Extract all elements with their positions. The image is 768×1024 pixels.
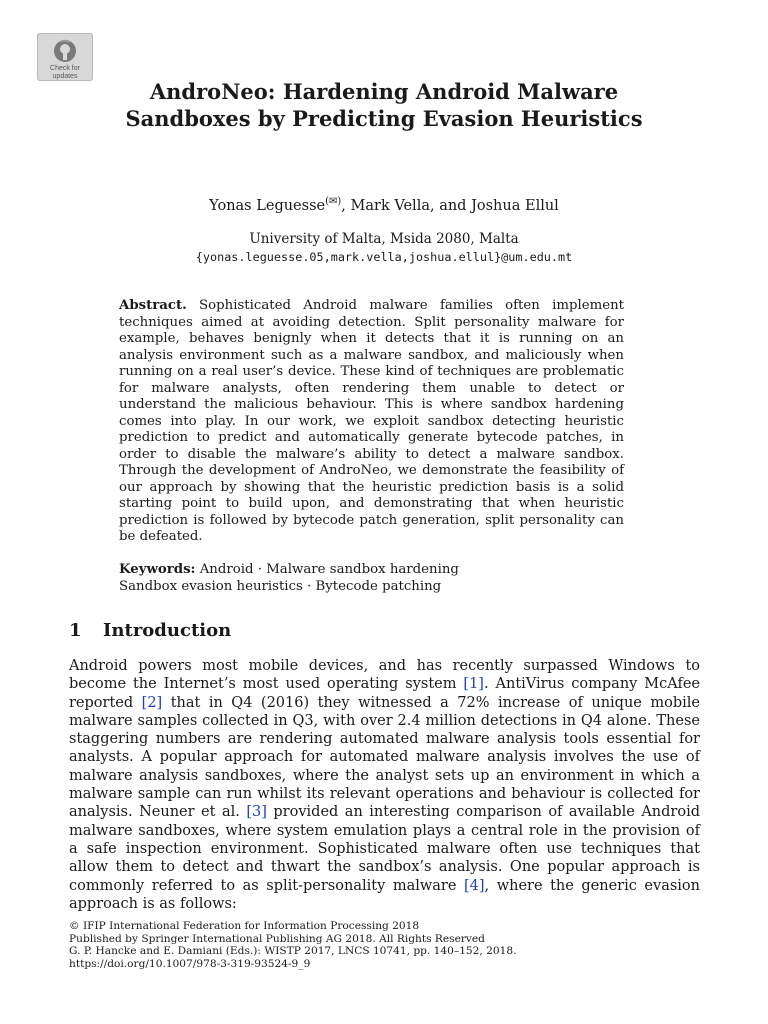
footer-copyright: © IFIP International Federation for Information Processing 2018 xyxy=(69,920,420,932)
author-list xyxy=(90,196,678,214)
citation-link-4[interactable]: [4] xyxy=(463,877,485,894)
intro-text-3: that in Q4 (2016) they witnessed a 72% increase of unique mobile malware samples collected in Q3, with over 2.4 million detections in Q4 alone. These staggering numbers are rendering automated malware analysis tools essential for analysts. A popular approach for automated malware analysis involves the use of malware analysis sandboxes, where the analyst sets up an environment in which a malware sample can run whilst its relevant operations and behaviour is collected for analysis. Neuner et al. xyxy=(69,694,700,821)
footer-doi-link[interactable]: https://doi.org/10.1007/978-3-319-93524-9_9 xyxy=(69,957,311,970)
intro-text-5: , where the generic evasion approach is as follows: xyxy=(69,877,700,912)
abstract-text: Sophisticated Android malware families often implement techniques aimed at avoiding detection. Split personality malware for example, behaves benignly when it detects that it is running on an analysis environment such as a malware sandbox, and maliciously when running on a real user’s device. These kind of techniques are problematic for malware analysts, often rendering them unable to detect or understand the malicious behaviour. This is where sandbox hardening comes into play. In our work, we exploit sandbox detecting heuristic prediction to predict and automatically generate bytecode patches, in order to disable the malware’s ability to detect a malware sandbox. Through the development of AndroNeo, we demonstrate the feasibility of our approach by showing that the heuristic prediction basis is a solid starting point to build upon, and demonstrating that when heuristic prediction is followed by bytecode patch generation, split personality can be defeated. xyxy=(119,298,624,544)
intro-text-1: Android powers most mobile devices, and has recently surpassed Windows to become the Internet’s most used operating system xyxy=(69,658,700,693)
citation-link-2[interactable]: [2] xyxy=(141,694,163,711)
check-for-updates-label: Check for updates xyxy=(50,65,80,80)
keywords-label: Keywords: xyxy=(119,562,196,577)
intro-text-2: . AntiVirus company McAfee reported xyxy=(69,676,700,711)
affiliation xyxy=(90,230,678,266)
citation-link-1[interactable]: [1] xyxy=(463,676,484,693)
footer-publisher: Published by Springer International Publishing AG 2018. All Rights Reserved xyxy=(69,932,485,945)
check-for-updates-icon xyxy=(52,38,78,64)
author-emails[interactable]: {yonas.leguesse.05,mark.vella,joshua.ellul}@um.edu.mt xyxy=(195,250,573,264)
abstract xyxy=(119,298,624,546)
section-number: 1 xyxy=(69,620,82,641)
section-title: Introduction xyxy=(103,620,232,641)
section-heading xyxy=(69,620,699,641)
keywords-line-1: Android · Malware sandbox hardening xyxy=(199,562,459,577)
institution: University of Malta, Msida 2080, Malta xyxy=(249,231,519,247)
author-corresponding: Yonas Leguesse xyxy=(209,197,326,214)
keywords xyxy=(119,561,624,595)
introduction-paragraph xyxy=(69,657,700,913)
abstract-label: Abstract. xyxy=(119,298,187,313)
intro-text-4: provided an interesting comparison of available Android malware sandboxes, where system emulation plays a central role in the provision of a safe inspection environment. Sophisticated malware often use techniques that allow them to detect and thwart the sandbox’s analysis. One popular approach is commonly referred to as split-personality malware xyxy=(69,804,700,894)
paper-title: AndroNeo: Hardening Android Malware Sandboxes by Predicting Evasion Heuristics xyxy=(125,79,643,131)
copyright-footer xyxy=(69,920,700,970)
keywords-line-2: Sandbox evasion heuristics · Bytecode patching xyxy=(119,579,442,594)
footer-proceedings: G. P. Hancke and E. Damiani (Eds.): WISTP 2017, LNCS 10741, pp. 140–152, 2018. xyxy=(69,945,517,957)
check-for-updates-badge[interactable] xyxy=(37,33,93,81)
author-others: , Mark Vella, and Joshua Ellul xyxy=(341,197,559,214)
citation-link-3[interactable]: [3] xyxy=(246,804,267,821)
email-envelope-icon: (✉) xyxy=(325,196,342,207)
